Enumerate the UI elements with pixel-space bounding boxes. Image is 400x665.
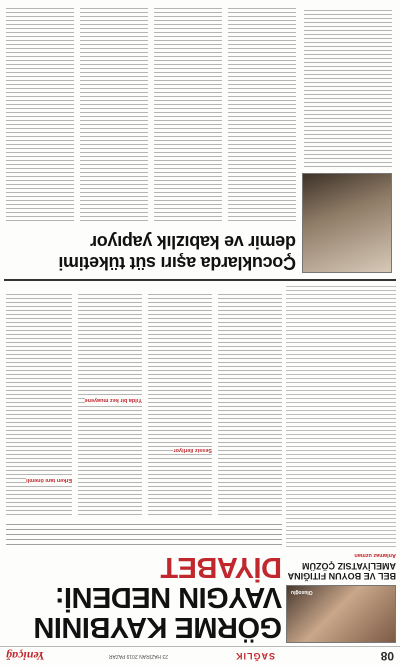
newspaper-logo: Yeniçağ [6, 649, 45, 663]
main-story-subhead: Sessiz ilerliyor [173, 447, 212, 453]
page-header [0, 646, 400, 665]
main-headline-line2: VAYGIN NEDENİ: [55, 581, 282, 613]
main-story-subhead: Yılda bir kez muayene [84, 397, 142, 403]
doctor-photo [286, 585, 396, 643]
main-story-column [78, 291, 142, 517]
photo-caption: Oluxoğlu [291, 589, 313, 595]
main-story-subhead: Erken tanı önemli [26, 477, 72, 483]
second-story-body [6, 7, 296, 223]
date-line: 23 HAZİRAN 2019 PAZAR [108, 653, 168, 659]
section-label: SAĞLIK [234, 651, 275, 661]
left-story-headline: BEL VE BOYUN FITIĞINA AMELİYATSIZ ÇÖZÜM [287, 561, 396, 581]
second-headline-line1: Çocuklarda aşırı süt tüketimi [58, 253, 296, 273]
left-story [286, 288, 396, 643]
second-story-sidebar-text [304, 7, 392, 169]
main-story-column [148, 291, 212, 517]
main-story-summary [6, 523, 282, 547]
second-headline-line2: demir ve kabızlık yapıyor [90, 232, 296, 252]
left-story-body [286, 286, 396, 549]
page-number: 08 [380, 649, 394, 663]
main-story-column [6, 291, 72, 517]
left-story-kicker: Anlamaz uzman [354, 552, 396, 558]
second-story [4, 1, 396, 281]
main-story-column [218, 291, 282, 517]
main-headline-line1: GÖRME KAYBININ [33, 611, 282, 643]
child-photo [302, 173, 392, 273]
main-story [6, 288, 282, 643]
main-headline-line3: DİYABET [160, 551, 282, 583]
